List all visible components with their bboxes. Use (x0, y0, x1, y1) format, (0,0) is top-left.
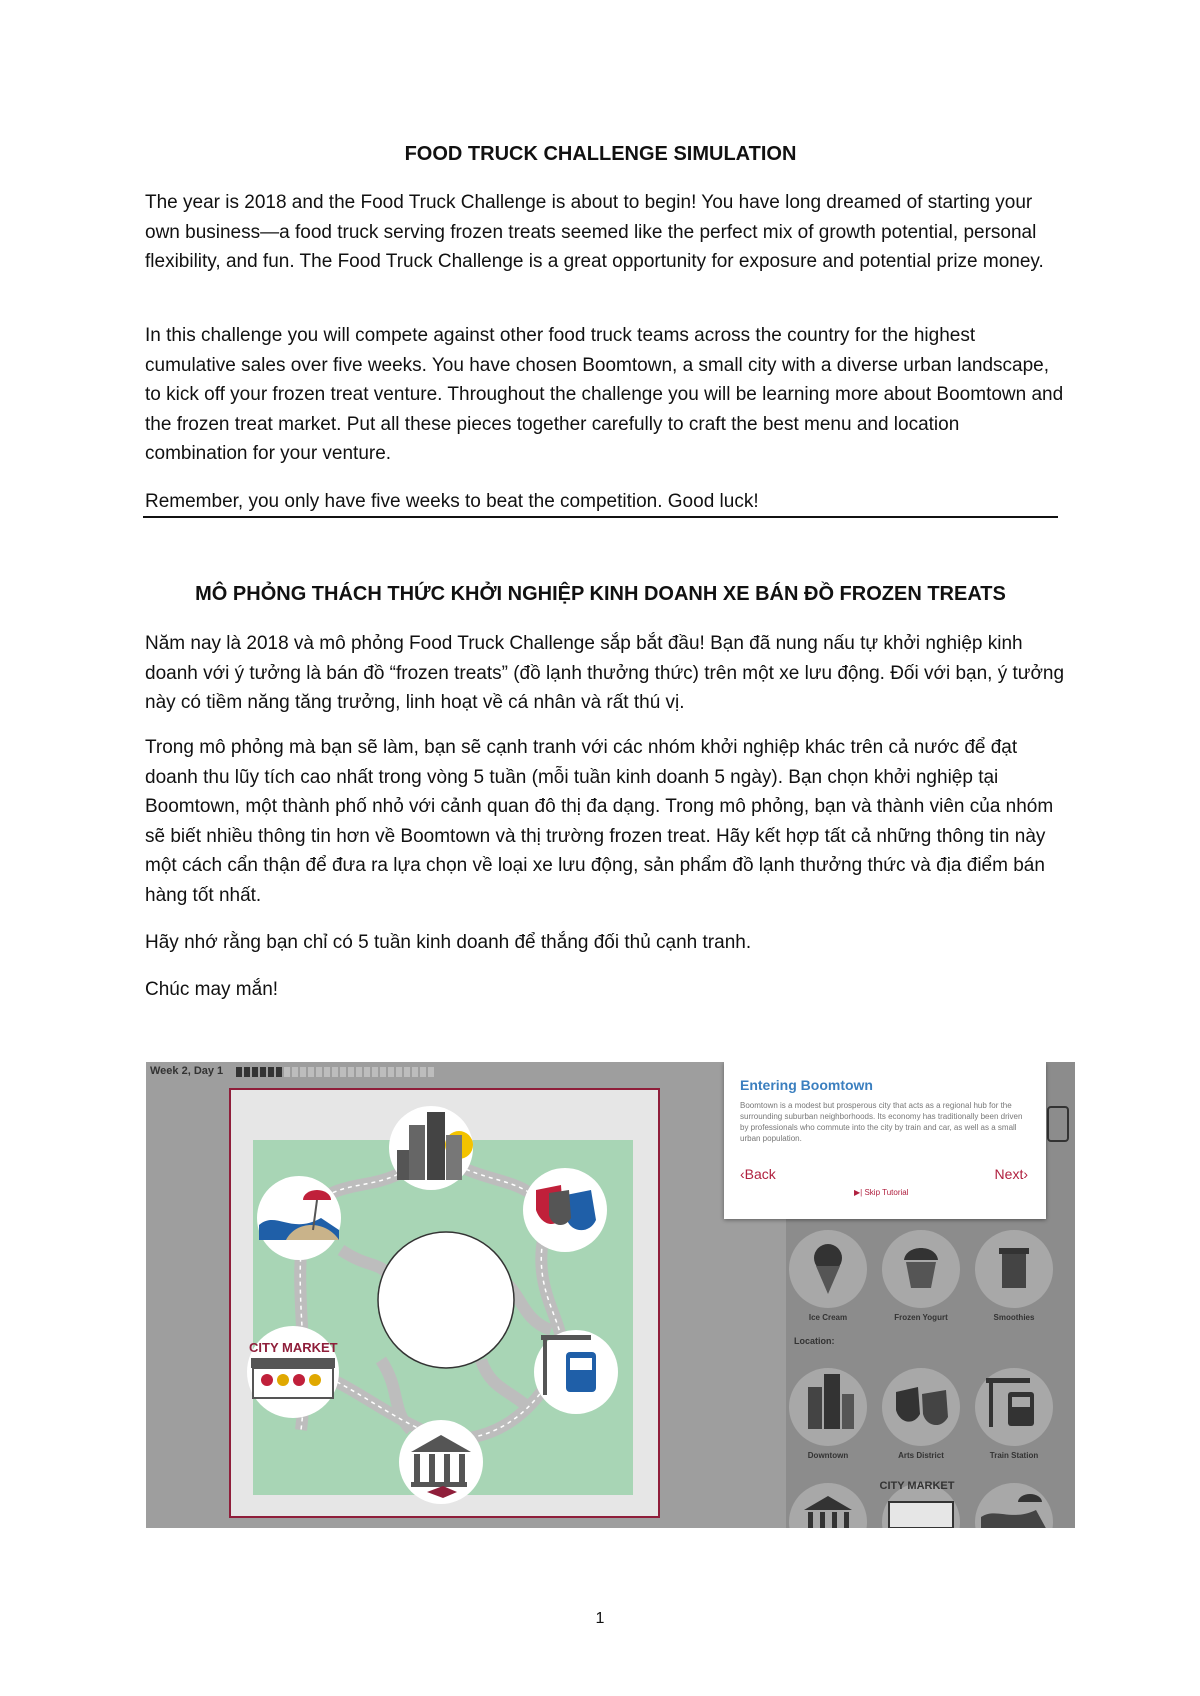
product-label-frozen-yogurt[interactable]: Frozen Yogurt (894, 1313, 948, 1322)
arts-district-location-icon (882, 1368, 960, 1446)
day-tick (308, 1067, 314, 1077)
arts-district-icon (523, 1168, 607, 1252)
english-paragraph-1: The year is 2018 and the Food Truck Challenge is about to begin! You have long dreamed of starting your own business—a food truck serving frozen treats seemed like the perfect mix of growth potential, personal flexibility, and fun. The Food Truck Challenge is a great opportunity for exposure and potential prize money. (145, 192, 1044, 272)
day-tick (380, 1067, 386, 1077)
day-progress-bar (236, 1067, 436, 1077)
day-tick (420, 1067, 426, 1077)
day-tick (300, 1067, 306, 1077)
product-label-ice-cream[interactable]: Ice Cream (808, 1313, 848, 1322)
english-title: FOOD TRUCK CHALLENGE SIMULATION (404, 143, 797, 165)
smoothies-icon (975, 1230, 1053, 1308)
campus-icon (399, 1420, 483, 1504)
day-tick (372, 1067, 378, 1077)
simulation-screenshot (146, 1062, 1075, 1528)
product-label-smoothies[interactable]: Smoothies (993, 1313, 1035, 1322)
train-station-icon (534, 1330, 618, 1414)
day-tick (324, 1067, 330, 1077)
day-tick (428, 1067, 434, 1077)
next-button[interactable]: Next› (994, 1166, 1028, 1182)
city-market-sign: CITY MARKET (249, 1340, 338, 1355)
day-tick (284, 1067, 290, 1077)
day-tick (276, 1067, 282, 1077)
frozen-yogurt-icon (882, 1230, 960, 1308)
location-heading: Location: (794, 1336, 835, 1346)
vietnamese-paragraph-3: Hãy nhớ rằng bạn chỉ có 5 tuần kinh doanh để thắng đối thủ cạnh tranh. (145, 932, 752, 953)
skip-tutorial-link[interactable] (854, 1188, 909, 1197)
week-label: Week 2, Day 1 (150, 1065, 224, 1077)
day-tick (260, 1067, 266, 1077)
day-tick (332, 1067, 338, 1077)
skip-icon: ▶| (854, 1188, 863, 1197)
boomtown-map (229, 1088, 660, 1518)
day-tick (364, 1067, 370, 1077)
day-tick (292, 1067, 298, 1077)
beach-location-icon (975, 1483, 1053, 1528)
back-button[interactable]: ‹Back (740, 1166, 776, 1182)
vietnamese-title: MÔ PHỎNG THÁCH THỨC KHỞI NGHIỆP KINH DOANH XE BÁN ĐỒ FROZEN TREATS (195, 583, 1006, 605)
day-tick (396, 1067, 402, 1077)
section-divider (143, 516, 1058, 518)
day-tick (316, 1067, 322, 1077)
location-label-train-station[interactable]: Train Station (989, 1451, 1039, 1460)
device-icon (1048, 1107, 1068, 1141)
tutorial-body: Boomtown is a modest but prosperous city that acts as a regional hub for the surrounding suburban neighborhoods. Its economy has traditionally been driven by professionals who commute into the city by train and car, as well as a small urban population. (740, 1101, 1023, 1143)
center-circle (378, 1232, 514, 1368)
page-number: 1 (595, 1610, 605, 1627)
vietnamese-paragraph-1: Năm nay là 2018 và mô phỏng Food Truck Challenge sắp bắt đầu! Bạn đã nung nấu tự khởi nghiệp kinh doanh với ý tưởng là bán đồ “frozen treats” (đồ lạnh thưởng thức) trên một xe lưu động. Đối với bạn, ý tưởng này có tiềm năng tăng trưởng, linh hoạt về cá nhân và rất thú vị. (145, 633, 1065, 713)
day-tick (356, 1067, 362, 1077)
campus-location-icon (789, 1483, 867, 1528)
beach-icon (257, 1176, 341, 1260)
partial-city-market-sign: CITY MARKET (879, 1480, 955, 1492)
skip-tutorial-label: Skip Tutorial (864, 1188, 909, 1197)
day-tick (340, 1067, 346, 1077)
english-paragraph-2: In this challenge you will compete against other food truck teams across the country for the highest cumulative sales over five weeks. You have chosen Boomtown, a small city with a diverse urban landscape, to kick off your frozen treat venture. Throughout the challenge you will be learning more about Boomtown and the frozen treat market. Put all these pieces together carefully to craft the best menu and location combination for your venture. (145, 325, 1064, 464)
day-tick (404, 1067, 410, 1077)
day-tick (412, 1067, 418, 1077)
location-label-downtown[interactable]: Downtown (807, 1451, 849, 1460)
vietnamese-paragraph-2: Trong mô phỏng mà bạn sẽ làm, bạn sẽ cạnh tranh với các nhóm khởi nghiệp khác trên cả nước để đạt doanh thu lũy tích cao nhất trong vòng 5 tuần (mỗi tuần kinh doanh 5 ngày). Bạn chọn khởi nghiệp tại Boomtown, một thành phố nhỏ với cảnh quan đô thị đa dạng. Trong mô phỏng, bạn và thành viên của nhóm sẽ biết nhiều thông tin hơn về Boomtown và thị trường frozen treat. Hãy kết hợp tất cả những thông tin này một cách cẩn thận để đưa ra lựa chọn về loại xe lưu động, sản phẩm đồ lạnh thưởng thức và địa điểm bán hàng tốt nhất. (145, 737, 1054, 906)
vietnamese-paragraph-4: Chúc may mắn! (145, 979, 279, 1000)
location-label-arts-district[interactable]: Arts District (898, 1451, 944, 1460)
day-tick (236, 1067, 242, 1077)
downtown-location-icon (789, 1368, 867, 1446)
tutorial-title: Entering Boomtown (740, 1077, 873, 1093)
day-tick (348, 1067, 354, 1077)
day-tick (268, 1067, 274, 1077)
ice-cream-icon (789, 1230, 867, 1308)
day-tick (244, 1067, 250, 1077)
day-tick (252, 1067, 258, 1077)
downtown-icon (389, 1106, 473, 1190)
day-tick (388, 1067, 394, 1077)
english-paragraph-3: Remember, you only have five weeks to beat the competition. Good luck! (145, 491, 759, 512)
tutorial-popup (724, 1062, 1046, 1219)
train-station-location-icon (975, 1368, 1053, 1446)
